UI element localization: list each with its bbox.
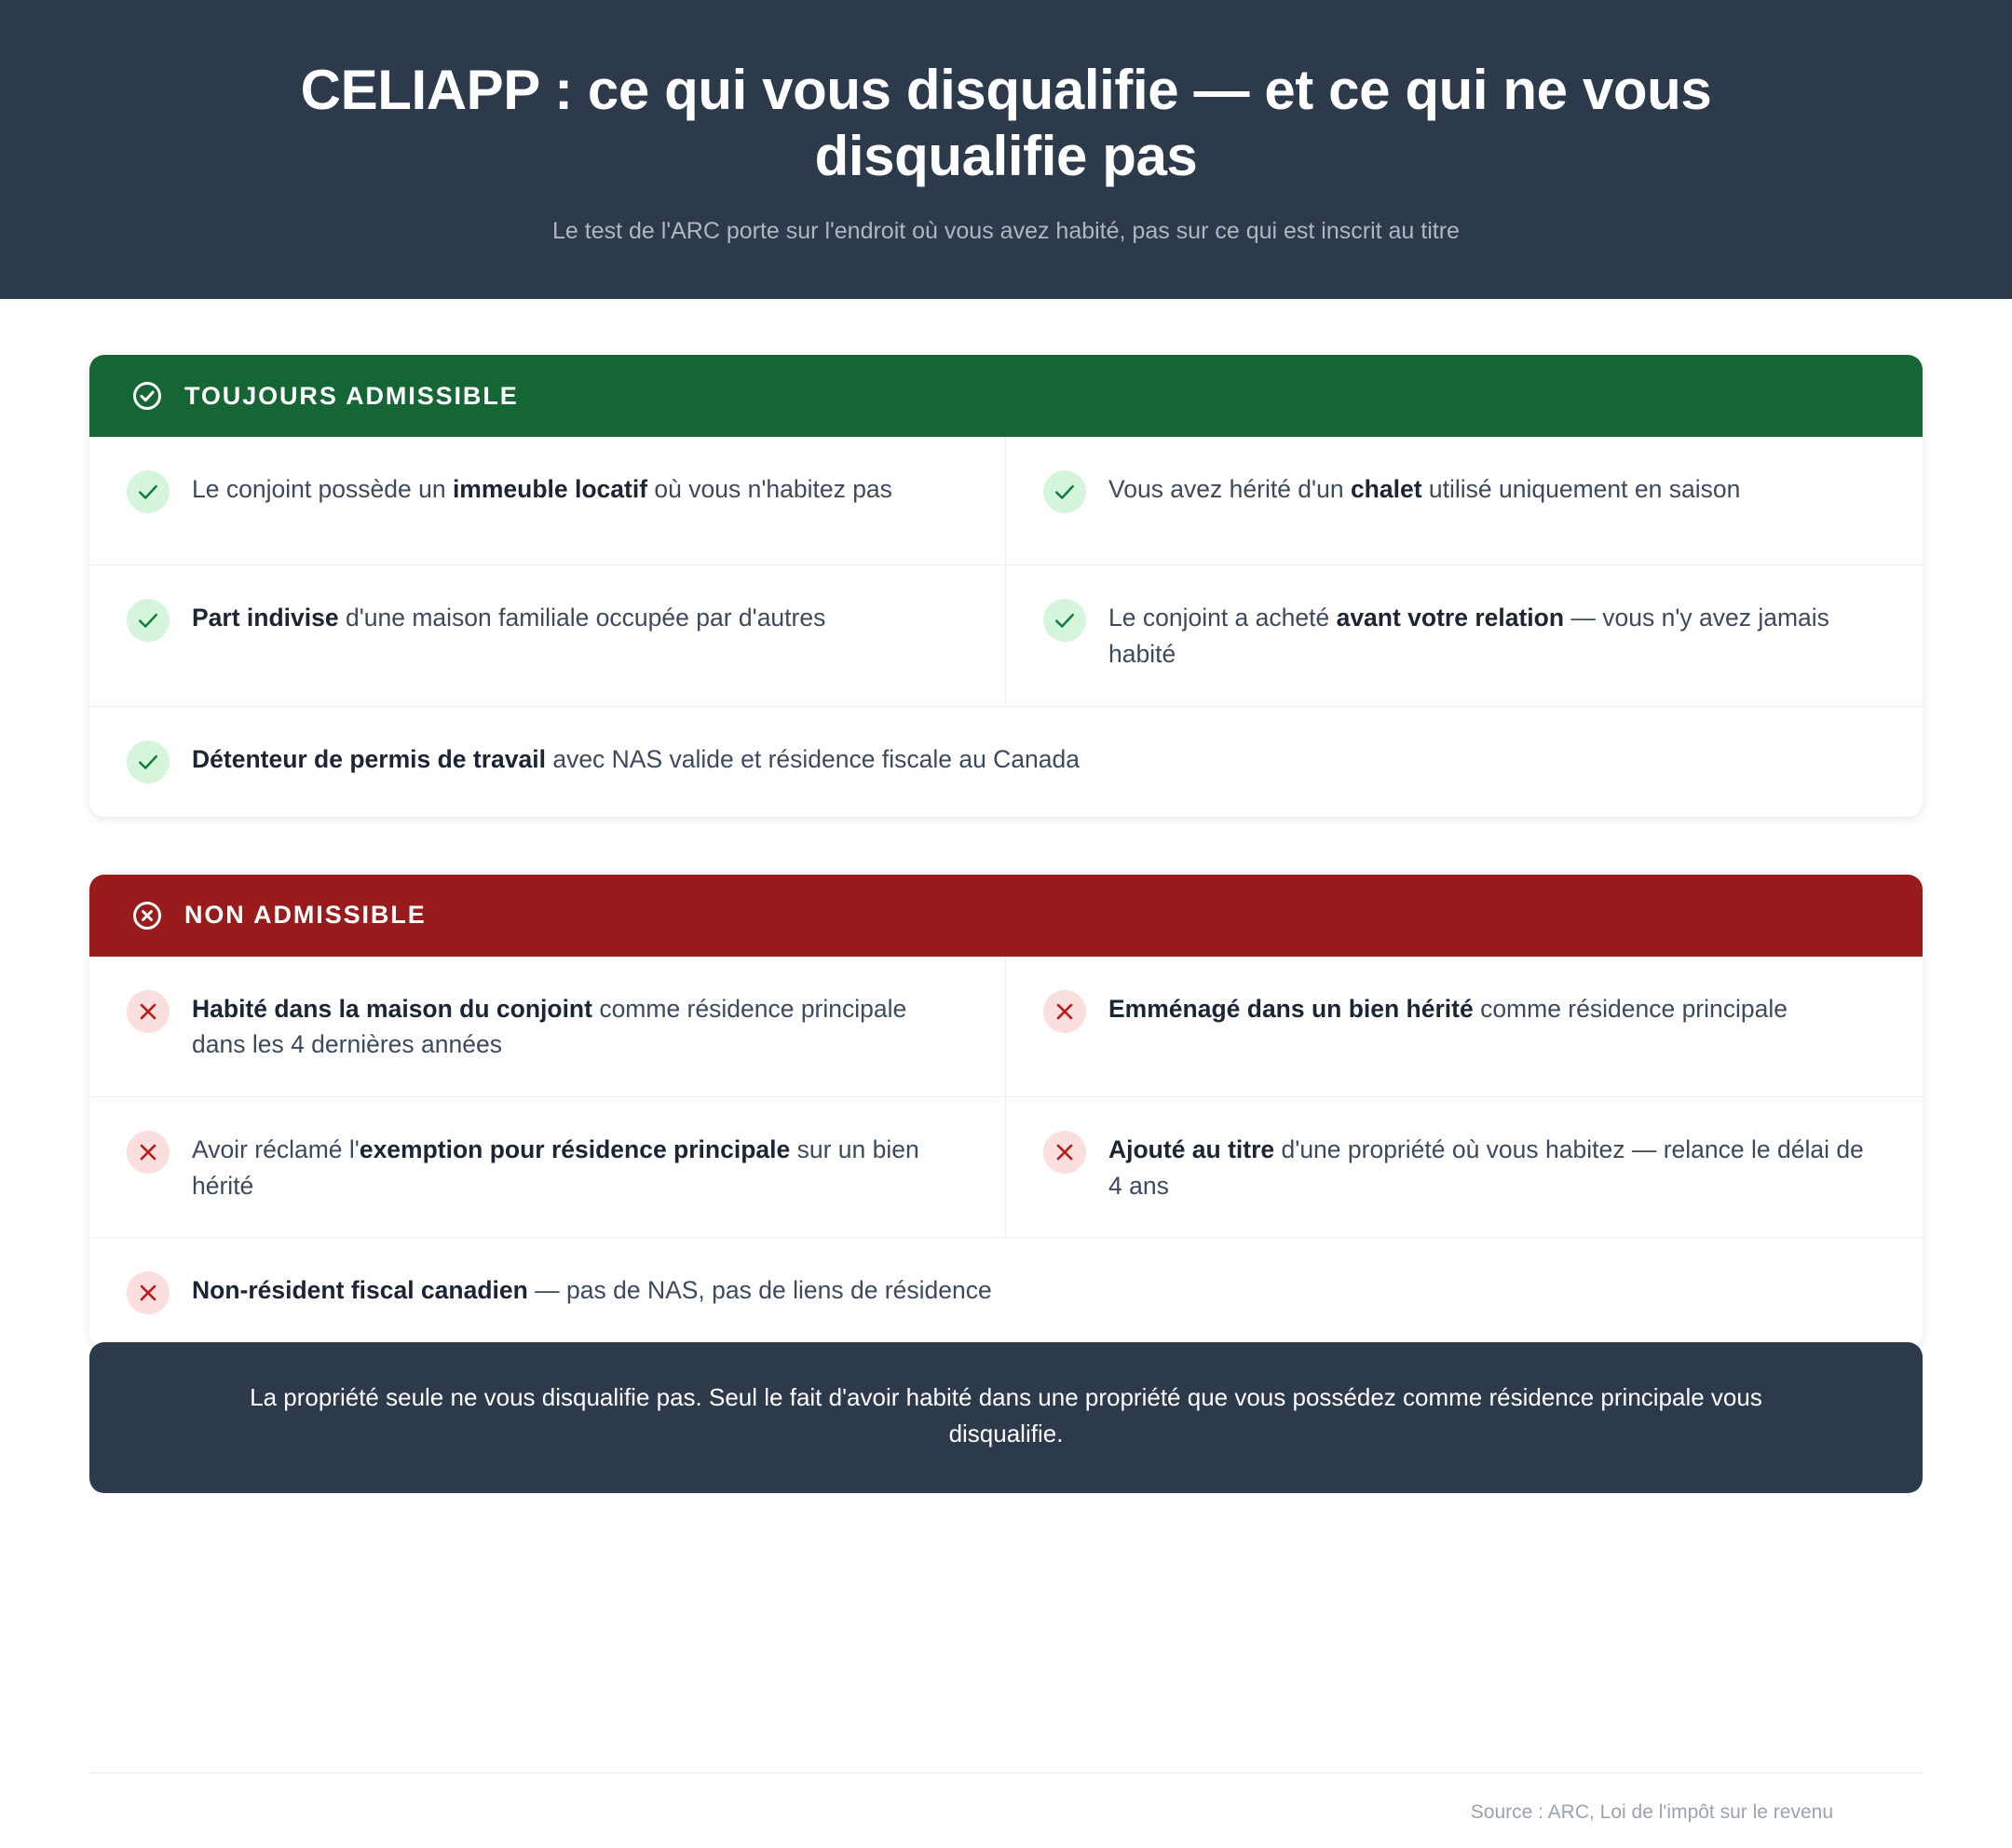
eligible-card-header [89, 355, 1923, 437]
list-item-text: Le conjoint possède un immeuble locatif où vous n'habitez pas [192, 475, 892, 504]
list-item-text: Ajouté au titre d'une propriété où vous habitez — relance le délai de 4 ans [1108, 1135, 1864, 1200]
eligible-card-title: TOUJOURS ADMISSIBLE [184, 381, 519, 410]
list-item-text: Part indivise d'une maison familiale occupée par d'autres [192, 604, 826, 632]
list-item [89, 707, 1923, 817]
summary-callout: La propriété seule ne vous disqualifie pas. Seul le fait d'avoir habité dans une propriété que vous possédez comme résidence principale vous disqualifie. [89, 1342, 1923, 1493]
list-item [1006, 1097, 1923, 1238]
list-item [1006, 565, 1923, 706]
x-icon [127, 1271, 170, 1314]
list-item [89, 1238, 1923, 1348]
list-item-text: Non-résident fiscal canadien — pas de NAS, pas de liens de résidence [192, 1276, 992, 1305]
x-circle-icon [130, 899, 164, 932]
check-icon [1043, 470, 1086, 513]
eligible-card [89, 355, 1923, 816]
main-content [0, 299, 2012, 1848]
x-icon [127, 1131, 170, 1174]
page-footer [89, 1773, 1923, 1848]
list-item [89, 1097, 1006, 1238]
page-subtitle: Le test de l'ARC porte sur l'endroit où vous avez habité, pas sur ce qui est inscrit au titre [552, 217, 1460, 244]
list-item-text: Détenteur de permis de travail avec NAS valide et résidence fiscale au Canada [192, 744, 1080, 773]
ineligible-card-title: NON ADMISSIBLE [184, 901, 427, 930]
check-icon [1043, 599, 1086, 642]
list-item-text: Le conjoint a acheté avant votre relation — vous n'y avez jamais habité [1108, 604, 1829, 669]
list-item-text: Vous avez hérité d'un chalet utilisé uniquement en saison [1108, 475, 1741, 504]
list-item [89, 957, 1006, 1097]
x-icon [1043, 1131, 1086, 1174]
list-item [1006, 437, 1923, 565]
ineligible-card-header [89, 875, 1923, 957]
ineligible-items-grid [89, 957, 1923, 1349]
page-title: CELIAPP : ce qui vous disqualifie — et ce qui ne vous disqualifie pas [300, 59, 1712, 187]
check-circle-icon [130, 379, 164, 413]
check-icon [127, 741, 170, 783]
x-icon [127, 990, 170, 1033]
list-item-text: Avoir réclamé l'exemption pour résidence principale sur un bien hérité [192, 1135, 919, 1200]
list-item-text: Emménagé dans un bien hérité comme résidence principale [1108, 994, 1788, 1023]
source-text: Source : ARC, Loi de l'impôt sur le revenu [1470, 1801, 1833, 1823]
check-icon [127, 599, 170, 642]
list-item [89, 565, 1006, 706]
list-item [89, 437, 1006, 565]
page-header [0, 0, 2012, 299]
x-icon [1043, 990, 1086, 1033]
eligible-items-grid [89, 437, 1923, 816]
check-icon [127, 470, 170, 513]
list-item-text: Habité dans la maison du conjoint comme résidence principale dans les 4 dernières années [192, 994, 907, 1059]
list-item [1006, 957, 1923, 1097]
ineligible-card [89, 875, 1923, 1349]
